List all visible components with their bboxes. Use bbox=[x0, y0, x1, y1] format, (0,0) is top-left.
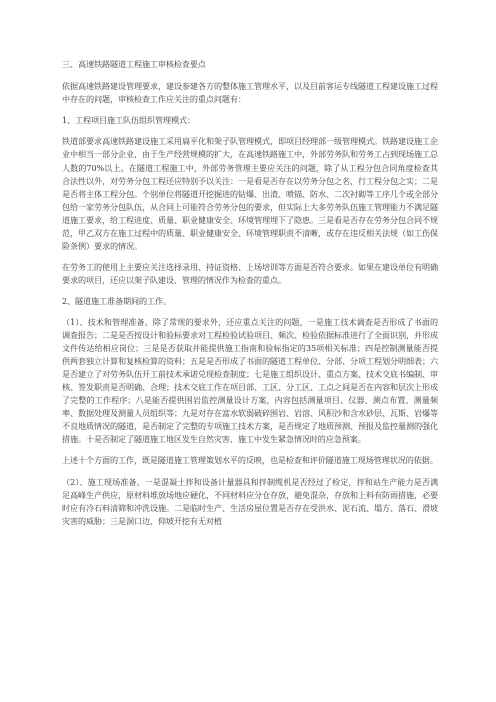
item1-title: 1、工程项目施工队伍组织管理模式： bbox=[62, 115, 195, 126]
section-title: 三、高速铁路隧道工程施工审核检查要点 bbox=[62, 59, 206, 69]
item2-sub2-paragraph: （2）、施工现场准备。一是混凝土拌和设备计量器具和拌制缆机是否经过了检定，拌和站生产能力是否满足高峰生产供应，原材料堆放场地应硬化，不同材料应分仓存放，避免混杂，存放和上料有防雨措施，必要时应有冷石料清筛和冲洗设施。二是临时生产、生活房屋位置是否存在受洪水、泥石流、塌方、落石、滑坡灾害的威胁；三是洞口边、仰坡开挖有无对植 bbox=[62, 476, 438, 526]
item2-summary-paragraph: 上述十个方面的工作，既是隧道施工管理策划水平的反映，也是检查和评价隧道施工现场管理状况的依据。 bbox=[62, 455, 438, 466]
item1-body-paragraph: 铁道部要求高速铁路建设施工采用扁平化和架子队管理模式，即项目经理部一级管理模式。铁路建设施工企业中相当一部分企业，由于生产经营规模的扩大，在高速铁路施工中，外部劳务队和劳务工占到现场施工总人数的70%以上。在隧道工程施工中，外部劳务管理主要应关注的问题，除了从工程分包合同角度检查其合法性以外，对劳务分包工程还应特别予以关注：一是看是否存在以劳务分包之名，行工程分包之实；二是是否将主体工程分包。个别单位将隧道开挖掘进的钻爆、出渣、喷锚、防水、二次衬砌等工序几个或全部分包给一家劳务分包队伍，从合同上可能符合劳务分包的要求，但实际上大多劳务队伍施工管理能力不满足隧道施工要求，给工程进度、质量、职业健康安全、环境管理埋下了隐患。三是看是否存在劳务分包合同不规范，甲乙双方在施工过程中的质量、职业健康安全、环境管理职责不清晰，或存在违反相关法规（如工伤保险条例）要求的情况。 bbox=[62, 136, 438, 252]
item2-sub1-paragraph: （1）、技术和管理准备。除了常规的要求外，还应重点关注的问题，一是施工技术调查是否形成了书面的调查报告；二是是否按设计和验标要求对工程检验试验项目、频次、检验依据标准进行了全面识别，并形成文件传达给相应岗位；三是是否获取并能提供施工指南和验标指定的35项相关标准；四是控制测量能否提供两套独立计算和复核检算的资料；五是是否形成了书面的隧道工程单位、分部、分项工程划分明细表；六是否建立了对劳务队伍开工前技术承诺兑现检查制度；七是施工组织设计、重点方案、技术交底书编制、审核、签发职责是否明确、合理；技术交底工作在项目部、工区、分工区、工点之间是否在内容和层次上形成了完整的工作程序；八是能否提供围岩监控测量设计方案，内容包括测量项目、仪器、测点布置、测量频率、数据处理及测量人员组织等；九是对存在富水软弱破碎围岩、岩溶、风积沙和含水砂层、瓦斯、岩爆等不良地质情况的隧道，是否制定了完整的专项施工技术方案，是否规定了地质预测、预报及监控量测的强化措施。十是否制定了隧道施工地区发生自然灾害、施工中发生紧急情况时的应急预案。 bbox=[62, 316, 438, 445]
intro-paragraph: 依据高速铁路建设管理要求，建设参建各方的整体施工管理水平，以及目前客运专线隧道工程建设施工过程中存在的问题，审核检查工作应关注的重点问题有： bbox=[62, 81, 438, 105]
item1-note-paragraph: 在劳务工的使用上主要应关注选择录用、持证资格、上场培训等方面是否符合要求。如果在建设单位有明确要求的项目，还应以架子队建设、管理的情况作为检查的重点。 bbox=[62, 262, 438, 286]
item2-title: 2、隧道施工准备期间的工作。 bbox=[62, 296, 171, 307]
